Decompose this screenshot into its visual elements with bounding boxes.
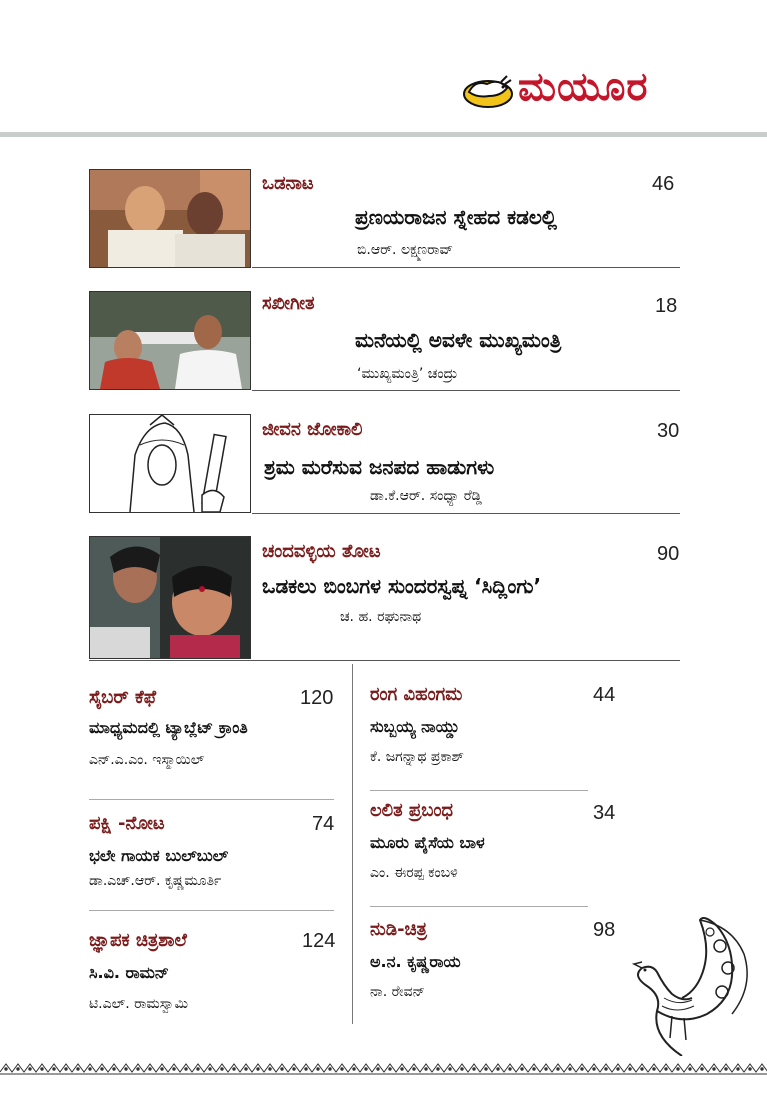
right-author-2: ಎಂ. ಈರಪ್ಪ ಕಂಬಳಿ <box>370 865 458 881</box>
left-author-1: ಎನ್.ಎ.ಎಂ. ಇಸ್ಮಾಯಿಲ್ <box>89 752 205 768</box>
featured-page-1: 46 <box>652 173 675 195</box>
logo-title[interactable]: ಮಯೂರ <box>518 64 649 110</box>
featured-photo-1 <box>89 169 251 268</box>
right-category-2[interactable]: ಲಲಿತ ಪ್ರಬಂಧ <box>370 800 454 821</box>
right-author-1: ಕೆ. ಜಗನ್ನಾಥ ಪ್ರಕಾಶ್ <box>370 749 464 765</box>
left-category-3[interactable]: ಜ್ಞಾಪಕ ಚಿತ್ರಶಾಲೆ <box>89 930 187 951</box>
right-page-2: 34 <box>593 802 616 824</box>
right-rule-2 <box>370 906 588 907</box>
featured-category-2[interactable]: ಸಖೀಗೀತ <box>262 293 315 314</box>
ox-emblem-icon <box>461 70 515 110</box>
left-title-3[interactable]: ಸಿ.ವಿ. ರಾಮನ್ <box>89 963 169 982</box>
left-category-1[interactable]: ಸೈಬರ್ ಕೆಫೆ <box>89 687 157 708</box>
featured-page-4: 90 <box>657 543 680 565</box>
left-page-3: 124 <box>302 930 336 952</box>
featured-title-1[interactable]: ಪ್ರಣಯರಾಜನ ಸ್ನೇಹದ ಕಡಲಲ್ಲಿ <box>355 205 557 229</box>
left-page-1: 120 <box>300 687 334 709</box>
header-rule <box>0 132 767 137</box>
featured-rule-3 <box>252 513 680 514</box>
right-title-3[interactable]: ಅ.ನ. ಕೃಷ್ಣರಾಯ <box>370 952 461 971</box>
featured-category-1[interactable]: ಒಡನಾಟ <box>262 173 314 194</box>
column-divider <box>352 664 353 1024</box>
right-page-3: 98 <box>593 919 616 941</box>
left-title-2[interactable]: ಭಲೇ ಗಾಯಕ ಬುಲ್‌ಬುಲ್ <box>89 846 229 865</box>
left-rule-1 <box>89 799 334 800</box>
featured-category-4[interactable]: ಚಂದವಳ್ಳಿಯ ತೋಟ <box>262 541 381 562</box>
right-title-1[interactable]: ಸುಬ್ಬಯ್ಯ ನಾಯ್ಡು <box>370 717 460 736</box>
right-title-2[interactable]: ಮೂರು ಪೈಸೆಯ ಬಾಳ <box>370 833 485 852</box>
left-author-2: ಡಾ.ಎಚ್.ಆರ್. ಕೃಷ್ಣಮೂರ್ತಿ <box>89 873 222 889</box>
right-author-3: ನಾ. ರೇವನ್ <box>370 984 425 1000</box>
featured-author-3: ಡಾ.ಕೆ.ಆರ್. ಸಂಧ್ಯಾ ರೆಡ್ಡಿ <box>370 488 483 504</box>
peacock-illustration-icon <box>612 906 762 1056</box>
right-category-1[interactable]: ರಂಗ ವಿಹಂಗಮ <box>370 684 463 705</box>
featured-rule-2 <box>252 390 680 391</box>
right-category-3[interactable]: ನುಡಿ-ಚಿತ್ರ <box>370 919 427 940</box>
right-page-1: 44 <box>593 684 616 706</box>
featured-page-2: 18 <box>655 295 678 317</box>
left-rule-2 <box>89 910 334 911</box>
featured-photo-2 <box>89 291 251 390</box>
featured-author-4: ಚ. ಹ. ರಘುನಾಥ <box>340 609 422 625</box>
section-rule <box>89 660 252 661</box>
featured-author-2: ‘ಮುಖ್ಯಮಂತ್ರಿ’ ಚಂದ್ರು <box>357 366 458 382</box>
featured-title-4[interactable]: ಒಡಕಲು ಬಿಂಬಗಳ ಸುಂದರಸ್ವಪ್ನ ‘ಸಿದ್ಲಿಂಗು’ <box>262 574 542 598</box>
left-author-3: ಟಿ.ಎಲ್. ರಾಮಸ್ವಾಮಿ <box>89 996 189 1012</box>
left-title-1[interactable]: ಮಾಧ್ಯಮದಲ್ಲಿ ಟ್ಯಾಬ್ಲೆಟ್ ಕ್ರಾಂತಿ <box>89 718 248 737</box>
featured-photo-4 <box>89 536 251 659</box>
featured-rule-4 <box>252 660 680 661</box>
decorative-border <box>0 1052 767 1082</box>
left-category-2[interactable]: ಪಕ್ಷಿ -ನೋಟ <box>89 813 165 834</box>
featured-title-2[interactable]: ಮನೆಯಲ್ಲಿ ಅವಳೇ ಮುಖ್ಯಮಂತ್ರಿ <box>355 328 562 352</box>
featured-author-1: ಬಿ.ಆರ್. ಲಕ್ಷ್ಮಣರಾವ್ <box>357 242 453 258</box>
right-rule-1 <box>370 790 588 791</box>
featured-title-3[interactable]: ಶ್ರಮ ಮರೆಸುವ ಜನಪದ ಹಾಡುಗಳು <box>264 455 495 479</box>
featured-rule-1 <box>252 267 680 268</box>
featured-page-3: 30 <box>657 420 680 442</box>
left-page-2: 74 <box>312 813 335 835</box>
featured-category-3[interactable]: ಜೀವನ ಜೋಕಾಲಿ <box>262 419 363 440</box>
featured-photo-3 <box>89 414 251 513</box>
